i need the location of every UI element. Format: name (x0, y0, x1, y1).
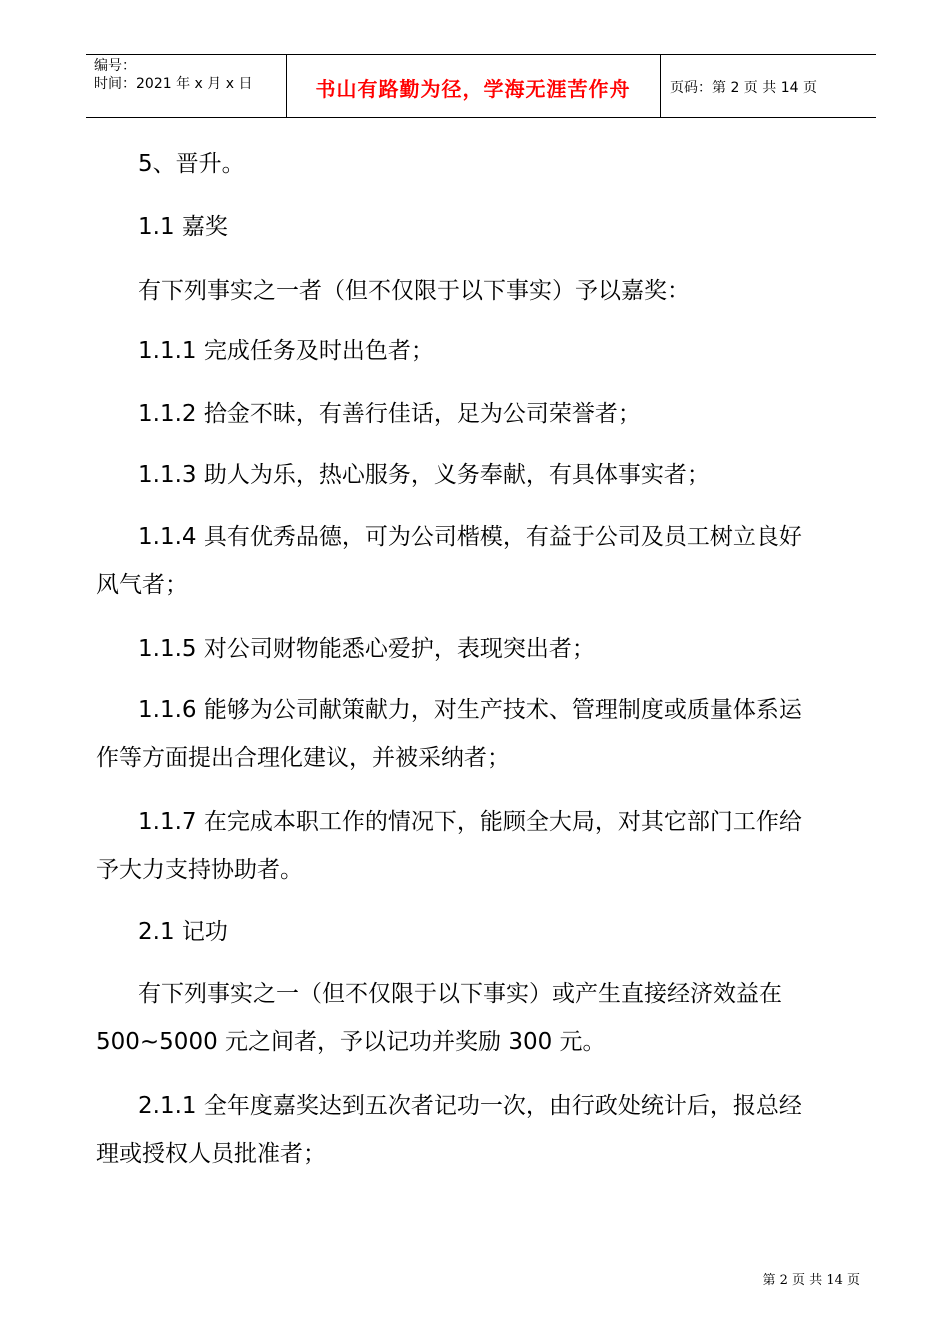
list-item: 1.1.4 具有优秀品德，可为公司楷模，有益于公司及员工树立良好 (138, 524, 802, 550)
header-page-code: 页码：第 2 页 共 14 页 (670, 80, 817, 96)
list-item: 1.1.6 能够为公司献策献力，对生产技术、管理制度或质量体系运 (138, 697, 802, 723)
list-item-continuation: 予大力支持协助者。 (96, 857, 303, 883)
list-item-continuation: 风气者； (96, 572, 188, 598)
list-item-continuation: 作等方面提出合理化建议，并被采纳者； (96, 745, 510, 771)
paragraph: 有下列事实之一者（但不仅限于以下事实）予以嘉奖： (138, 278, 690, 304)
header-meta (94, 57, 252, 93)
list-item: 2.1.1 全年度嘉奖达到五次者记功一次，由行政处统计后，报总经 (138, 1093, 802, 1119)
page-header (86, 54, 876, 118)
paragraph-continuation: 500~5000 元之间者，予以记功并奖励 300 元。 (96, 1029, 606, 1055)
subsection-heading: 1.1 嘉奖 (138, 214, 228, 240)
list-item: 1.1.2 拾金不昧，有善行佳话，足为公司荣誉者； (138, 401, 641, 427)
document-number-label: 编号： (94, 58, 136, 74)
document-date: 时间：2021 年 x 月 x 日 (94, 76, 253, 92)
subsection-heading: 2.1 记功 (138, 919, 228, 945)
list-item: 1.1.7 在完成本职工作的情况下，能顾全大局，对其它部门工作给 (138, 809, 802, 835)
list-item: 1.1.5 对公司财物能悉心爱护，表现突出者； (138, 636, 595, 662)
list-item: 1.1.3 助人为乐，热心服务，义务奉献，有具体事实者； (138, 462, 710, 488)
section-heading: 5、晋升。 (138, 151, 245, 177)
header-divider (660, 55, 661, 117)
list-item-continuation: 理或授权人员批准者； (96, 1141, 326, 1167)
paragraph: 有下列事实之一（但不仅限于以下事实）或产生直接经济效益在 (138, 981, 782, 1007)
header-motto: 书山有路勤为径，学海无涯苦作舟 (315, 77, 631, 101)
list-item: 1.1.1 完成任务及时出色者； (138, 338, 434, 364)
page-footer: 第 2 页 共 14 页 (762, 1273, 860, 1288)
